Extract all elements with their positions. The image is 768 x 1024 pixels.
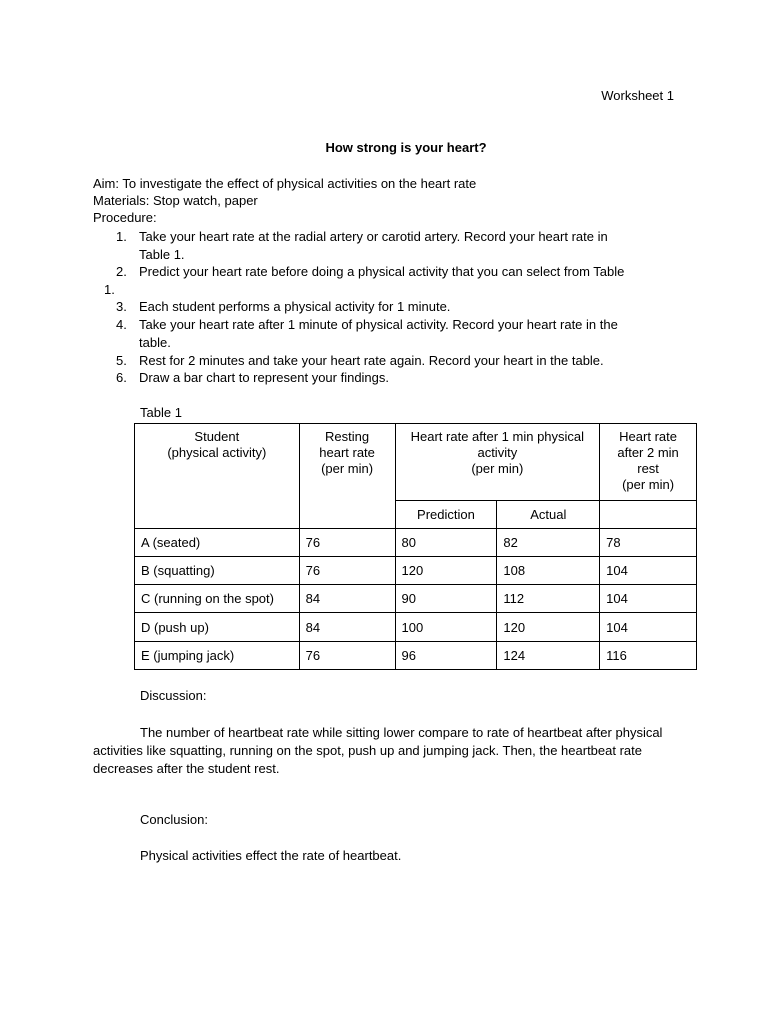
table-row: [135, 585, 697, 613]
step-text-cont: Table 1.: [139, 246, 185, 262]
step-text: Take your heart rate after 1 minute of physical activity. Record your heart rate in the: [139, 317, 618, 332]
cell-after-rest: 104: [600, 557, 697, 585]
worksheet-label: Worksheet 1: [601, 88, 674, 103]
step-text: Draw a bar chart to represent your findings.: [139, 370, 390, 385]
header-line: after 2 min: [617, 445, 679, 460]
conclusion-heading: Conclusion:: [140, 812, 208, 827]
header-actual: Actual: [497, 500, 600, 528]
header-line: activity: [477, 445, 518, 460]
step-text-wrap: 1.: [104, 281, 115, 297]
cell-student: C (running on the spot): [135, 585, 300, 613]
header-line: Heart rate: [619, 429, 677, 444]
step-number: 6.: [116, 370, 127, 385]
discussion-heading: Discussion:: [140, 688, 207, 703]
step-text: Each student performs a physical activity for 1 minute.: [139, 299, 451, 314]
materials-text: Materials: Stop watch, paper: [93, 193, 258, 208]
header-line: heart rate: [319, 445, 375, 460]
step-number: 1.: [116, 229, 127, 244]
header-line: rest: [637, 461, 659, 476]
cell-resting: 84: [299, 585, 395, 613]
cell-prediction: 96: [395, 641, 497, 669]
header-line: (per min): [321, 461, 374, 476]
cell-after-rest: 116: [600, 641, 697, 669]
cell-student: E (jumping jack): [135, 641, 300, 669]
step-text-cont: table.: [139, 334, 171, 350]
step-number: 2.: [116, 264, 127, 279]
step-text: Predict your heart rate before doing a physical activity that you can select from Table: [139, 264, 625, 279]
step-text: Rest for 2 minutes and take your heart rate again. Record your heart in the table.: [139, 353, 604, 368]
step-number: 5.: [116, 353, 127, 368]
cell-actual: 82: [497, 528, 600, 556]
step-text: Take your heart rate at the radial artery or carotid artery. Record your heart rate in: [139, 229, 608, 244]
header-after-activity: [395, 424, 600, 501]
procedure-label: Procedure:: [93, 210, 157, 225]
step-number: 3.: [116, 299, 127, 314]
header-line: Resting: [325, 429, 370, 444]
cell-prediction: 80: [395, 528, 497, 556]
cell-student: A (seated): [135, 528, 300, 556]
cell-after-rest: 78: [600, 528, 697, 556]
table-row: [135, 613, 697, 641]
page-title: How strong is your heart?: [325, 140, 487, 155]
header-line: Student: [194, 429, 240, 444]
cell-after-rest: 104: [600, 613, 697, 641]
discussion-text: The number of heartbeat rate while sitting lower compare to rate of heartbeat after physical activities like squatting, running on the spot, push up and jumping jack. Then, the heartbeat rate decreases after the student rest.: [93, 725, 663, 776]
table-header-row: [135, 424, 697, 501]
cell-resting: 76: [299, 641, 395, 669]
header-prediction: Prediction: [395, 500, 497, 528]
cell-after-rest: 104: [600, 585, 697, 613]
step-number: 4.: [116, 317, 127, 332]
cell-resting: 84: [299, 613, 395, 641]
cell-prediction: 90: [395, 585, 497, 613]
heart-rate-table: [134, 423, 697, 670]
header-line: (per min): [471, 461, 524, 476]
table-row: [135, 641, 697, 669]
cell-prediction: 120: [395, 557, 497, 585]
header-line: (per min): [622, 477, 675, 492]
cell-prediction: 100: [395, 613, 497, 641]
table-caption: Table 1: [140, 405, 182, 420]
cell-student: D (push up): [135, 613, 300, 641]
cell-actual: 112: [497, 585, 600, 613]
table-row: [135, 557, 697, 585]
cell-resting: 76: [299, 557, 395, 585]
header-resting: [299, 424, 395, 529]
aim-text: Aim: To investigate the effect of physical activities on the heart rate: [93, 176, 477, 191]
cell-actual: 108: [497, 557, 600, 585]
header-student: [135, 424, 300, 529]
header-after-rest: [600, 424, 697, 501]
cell-actual: 120: [497, 613, 600, 641]
cell-actual: 124: [497, 641, 600, 669]
header-empty: [600, 500, 697, 528]
cell-student: B (squatting): [135, 557, 300, 585]
header-line: Heart rate after 1 min physical: [410, 429, 585, 444]
cell-resting: 76: [299, 528, 395, 556]
header-line: (physical activity): [167, 445, 267, 460]
table-row: [135, 528, 697, 556]
conclusion-text: Physical activities effect the rate of heartbeat.: [140, 848, 402, 863]
